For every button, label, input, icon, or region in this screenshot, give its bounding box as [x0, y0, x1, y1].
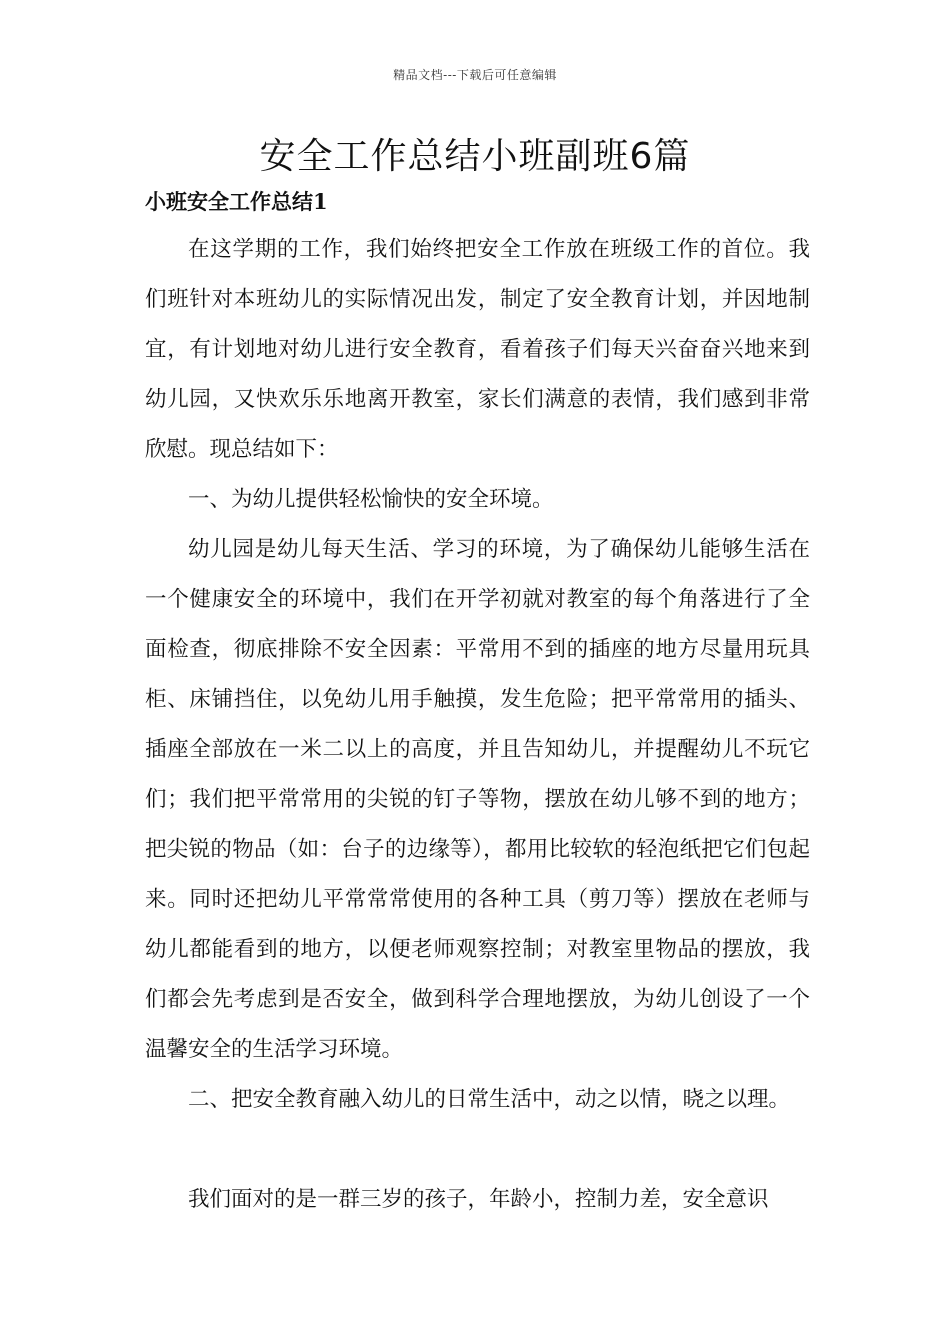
paragraph-gap — [145, 1125, 810, 1175]
document-body — [145, 225, 810, 1225]
document-title: 安全工作总结小班副班6篇 — [259, 136, 691, 177]
paragraph-intro: 在这学期的工作，我们始终把安全工作放在班级工作的首位。我们班针对本班幼儿的实际情况出发，制定了安全教育计划，并因地制宜，有计划地对幼儿进行安全教育，看着孩子们每天兴奋奋兴地来到幼儿园，又快欢乐乐地离开教室，家长们满意的表情，我们感到非常欣慰。现总结如下： — [145, 237, 810, 462]
paragraph-environment: 幼儿园是幼儿每天生活、学习的环境，为了确保幼儿能够生活在一个健康安全的环境中，我们在开学初就对教室的每个角落进行了全面检查，彻底排除不安全因素：平常用不到的插座的地方尽量用玩具柜、床铺挡住，以免幼儿用手触摸，发生危险；把平常常用的插头、插座全部放在一米二以上的高度，并且告知幼儿，并提醒幼儿不玩它们；我们把平常常用的尖锐的钉子等物，摆放在幼儿够不到的地方；把尖锐的物品（如：台子的边缘等），都用比较软的轻泡纸把它们包起来。同时还把幼儿平常常常使用的各种工具（剪刀等）摆放在老师与幼儿都能看到的地方，以便老师观察控制；对教室里物品的摆放，我们都会先考虑到是否安全，做到科学合理地摆放，为幼儿创设了一个温馨安全的生活学习环境。 — [145, 537, 810, 1062]
paragraph-heading-2: 二、把安全教育融入幼儿的日常生活中，动之以情，晓之以理。 — [188, 1087, 791, 1112]
header-note: 精品文档---下载后可任意编辑 — [393, 68, 557, 82]
paragraph-heading-1: 一、为幼儿提供轻松愉快的安全环境。 — [188, 487, 554, 512]
paragraph-children: 我们面对的是一群三岁的孩子，年龄小，控制力差，安全意识 — [188, 1187, 769, 1212]
section-title: 小班安全工作总结1 — [145, 189, 328, 214]
